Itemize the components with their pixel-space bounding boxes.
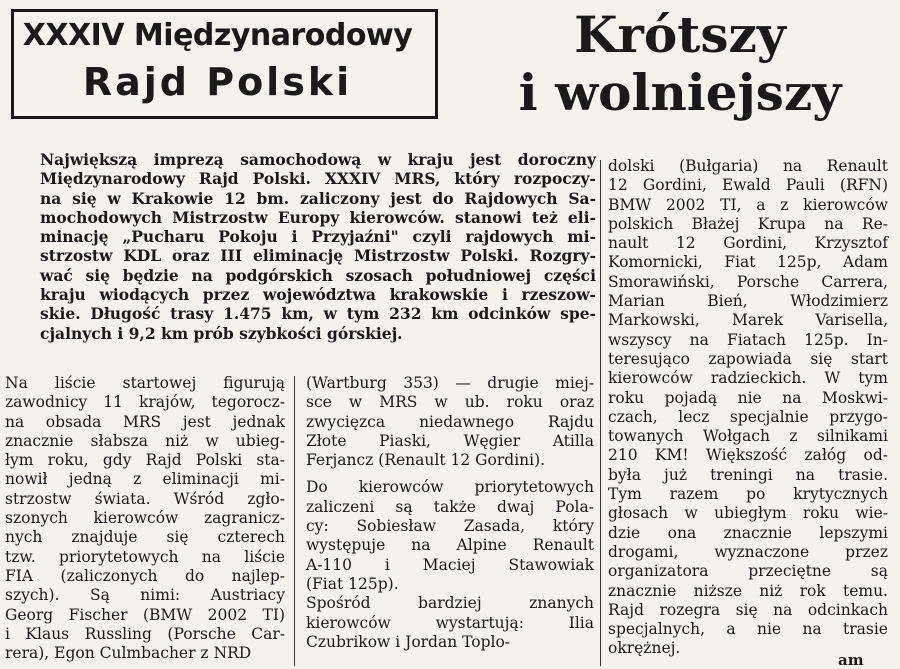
col1-line: tzw. priorytetowych na liście — [5, 547, 285, 566]
column-1 — [5, 374, 285, 663]
col3-line: drogami, wyznaczone przez — [608, 542, 888, 561]
col1-line: rera), Egon Culmbacher z NRD — [5, 644, 252, 663]
kicker-line-1: XXXIV Międzynarodowy — [22, 18, 413, 53]
col3-line: była już treningi na trasie. — [608, 465, 888, 484]
lead-line: skie. Długość trasy 1.475 km, w tym 232 km odcinków spe- — [40, 304, 596, 324]
col1-line: strzostw świata. Wśród zgło- — [5, 489, 285, 508]
col3-line: kierowców radzieckich. W tym — [608, 369, 888, 388]
column-rule-1 — [294, 376, 295, 666]
col2b-line: Do kierowców priorytetowych — [306, 478, 594, 497]
article-headline — [470, 6, 890, 122]
col1-line: i Klaus Russling (Porsche Car- — [5, 624, 285, 643]
column-2-para-1 — [306, 374, 594, 470]
kicker-line-2: Rajd Polski — [82, 60, 353, 104]
col2a-line: sce w MRS w ub. roku oraz — [306, 393, 594, 412]
col3-line: znacznie niższe niż rok temu. — [608, 581, 888, 600]
lead-line: minację „Pucharu Pokoju i Przyjaźni" czyli rajdowych mi- — [40, 227, 596, 247]
lead-line: wać się będzie na podgórskich szosach południowej części — [40, 265, 596, 285]
col1-line: szych). Są nimi: Austriacy — [5, 586, 285, 605]
col1-line: na obsada MRS jest jednak — [5, 412, 285, 431]
headline-line-1: Krótszy — [574, 5, 786, 64]
col1-line: zawodnicy 11 krajów, tegorocz- — [5, 393, 285, 412]
col3-line: towanych Wołgach z silnikami — [608, 427, 888, 446]
col3-line: BMW 2002 TI, a z kierowców — [608, 195, 888, 214]
col1-line: FIA (zaliczonych do najlep- — [5, 566, 285, 585]
col3-line: Tym razem po krytycznych — [608, 485, 888, 504]
lead-line: Największą imprezą samochodową w kraju jest doroczny — [40, 150, 596, 169]
col1-line: znacznie słabsza niż w ubieg- — [5, 431, 285, 450]
lead-line: mochodowych Mistrzostw Europy kierowców. stanowi też eli- — [40, 207, 596, 227]
lead-line: strzostw KDL oraz III eliminację Mistrzostw Polski. Rozgry- — [40, 246, 596, 266]
col2a-line: Złote Piaski, Węgier Atilla — [306, 431, 594, 450]
col1-line: szonych kierowców zagranicz- — [5, 509, 285, 528]
col2c-line: kierowców wystartują: Ilia — [306, 613, 594, 632]
col2b-line: (Fiat 125p). — [306, 574, 399, 593]
col1-line: nych znajduje się czterech — [5, 528, 285, 547]
col3-line: Markowski, Marek Varisella, — [608, 311, 888, 330]
col3-line: czach, lecz specjalnie przygo- — [608, 407, 888, 426]
col2c-line: Spośród bardziej znanych — [306, 594, 594, 613]
column-rule-2 — [600, 160, 601, 666]
col3-line: nault 12 Gordini, Krzysztof — [608, 234, 888, 253]
col2a-line: Ferjancz (Renault 12 Gordini). — [306, 451, 546, 470]
col3-line: roku pojadą nie na Moskwi- — [608, 388, 888, 407]
col3-line: Rajd rozegra się na odcinkach — [608, 600, 888, 619]
col3-line: specjalnych, a nie na trasie — [608, 620, 888, 639]
lead-line: Międzynarodowy Rajd Polski. XXXIV MRS, który rozpoczy- — [40, 169, 596, 189]
lead-line: cjalnych i 9,2 km prób szybkości górskiej. — [40, 323, 403, 343]
column-2-para-2 — [306, 478, 594, 594]
col1-line: Na liście startowej figurują — [5, 374, 285, 392]
col2a-line: (Wartburg 353) — drugie miej- — [306, 374, 594, 392]
col2a-line: zwycięzca niedawnego Rajdu — [306, 412, 594, 431]
lead-line: na się w Krakowie 12 bm. zaliczony jest do Rajdowych Sa- — [40, 188, 596, 208]
column-3 — [608, 157, 888, 659]
col3-line: 210 KM! Większość załóg od- — [608, 446, 888, 465]
col2b-line: zaliczeni są także dwaj Pola- — [306, 497, 594, 516]
col3-line: Marian Bień, Włodzimierz — [608, 292, 888, 311]
author-signature: am — [838, 651, 864, 669]
col3-line: wszyscy na Fiatach 125p. In- — [608, 330, 888, 349]
col1-line: nowił jedną z eliminacji mi- — [5, 470, 285, 489]
col3-line: dzie ona znacznie lepszymi — [608, 523, 888, 542]
col3-line: Komornicki, Fiat 125p, Adam — [608, 253, 888, 272]
col3-line: teresująco zapowiada się start — [608, 349, 888, 368]
col3-line: okrężnej. — [608, 639, 681, 658]
column-2-para-3 — [306, 594, 594, 652]
lead-paragraph — [40, 150, 596, 343]
col2b-line: A-110 i Maciej Stawowiak — [306, 555, 594, 574]
col3-line: polskich Błażej Krupa na Re- — [608, 214, 888, 233]
col2b-line: występuje na Alpine Renault — [306, 536, 594, 555]
col2c-line: Czubrikow i Jordan Toplo- — [306, 632, 511, 651]
col1-line: Georg Fischer (BMW 2002 TI) — [5, 605, 285, 624]
col3-line: 12 Gordini, Ewald Pauli (RFN) — [608, 176, 888, 195]
column-2 — [306, 374, 594, 652]
col3-line: organizatora przeciętne są — [608, 562, 888, 581]
lead-line: kraju wiodących przez województwa krakowskie i rzeszow- — [40, 285, 596, 305]
col3-line: dolski (Bułgaria) na Renault — [608, 157, 888, 175]
col3-line: głosach w ubiegłym roku wie- — [608, 504, 888, 523]
headline-line-2: i wolniejszy — [518, 63, 842, 122]
col3-line: Smorawiński, Porsche Carrera, — [608, 272, 888, 291]
col1-line: łym roku, gdy Rajd Polski sta- — [5, 451, 285, 470]
col2b-line: cy: Sobiesław Zasada, który — [306, 517, 594, 536]
